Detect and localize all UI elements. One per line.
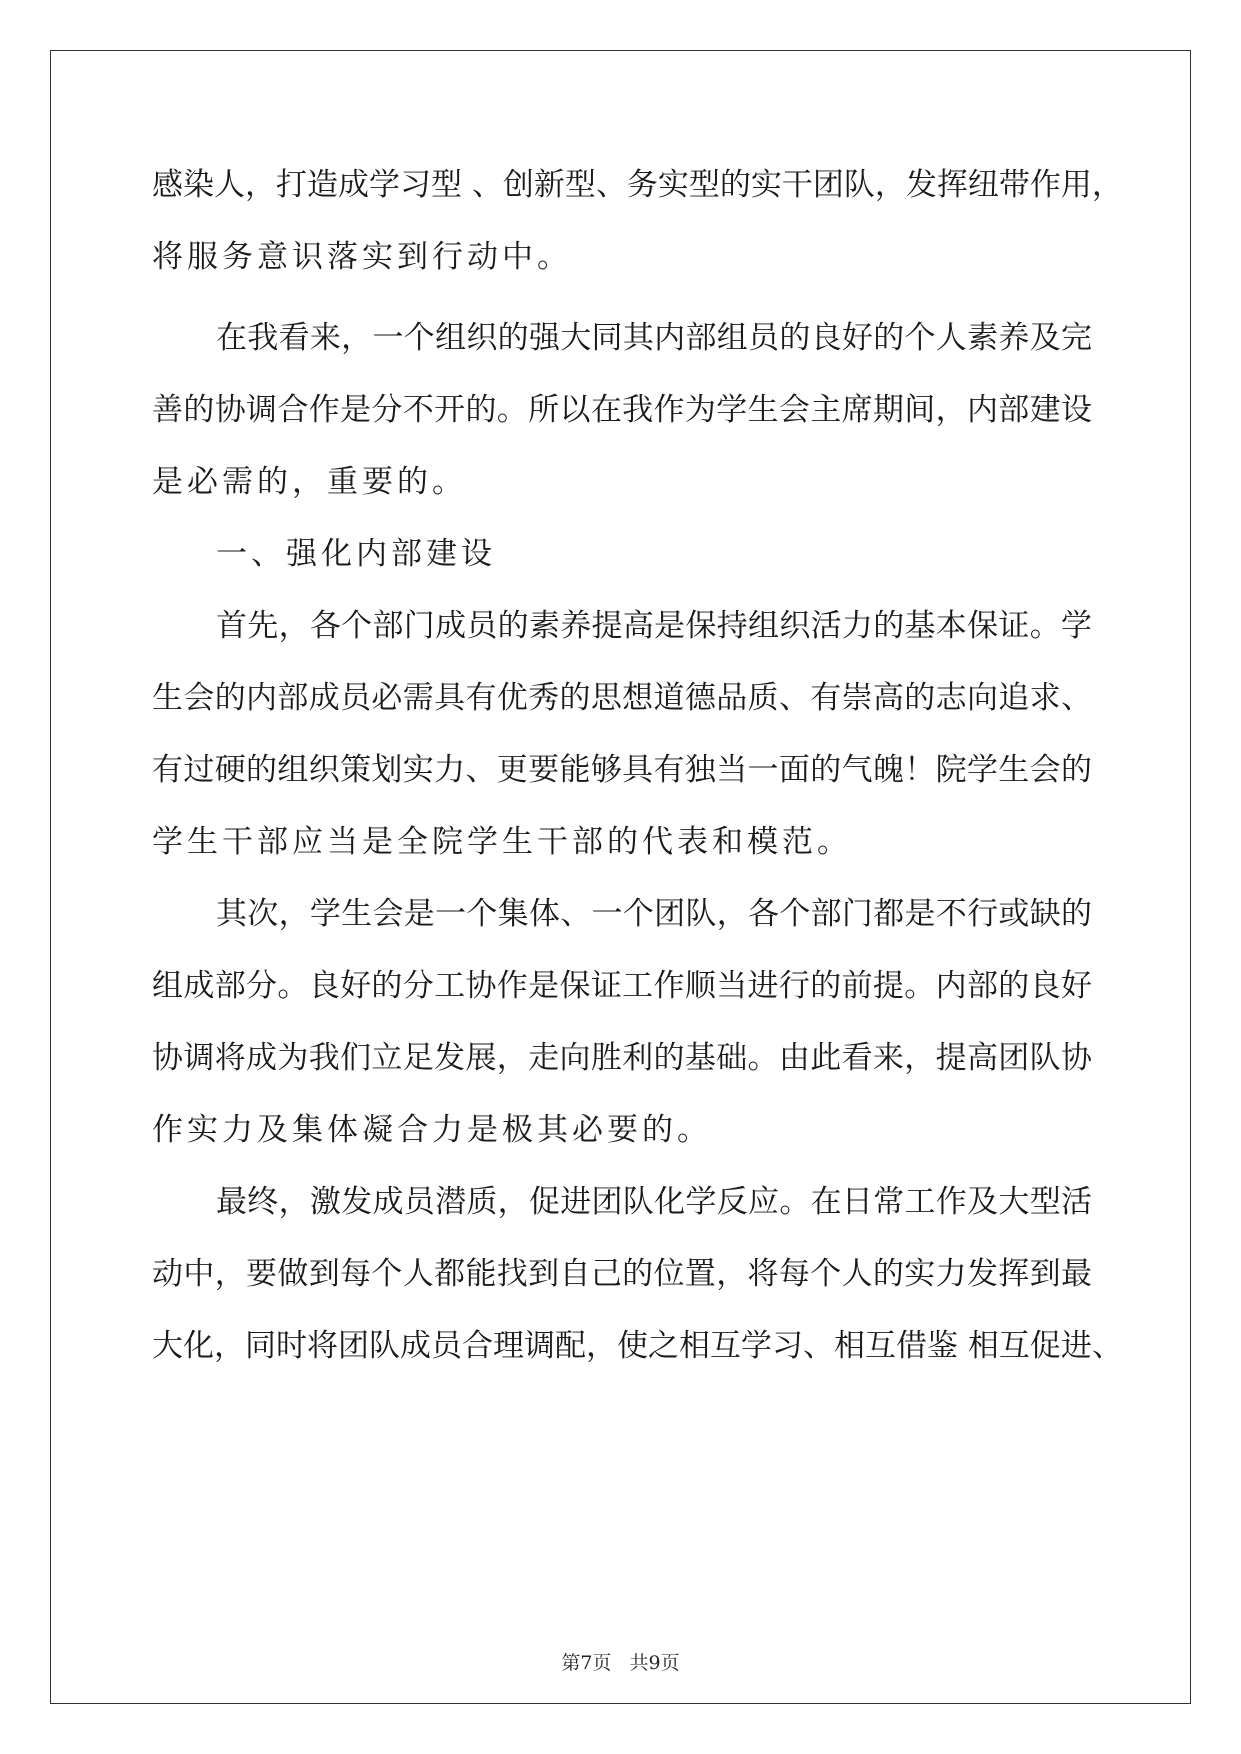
text-line: 大化，同时将团队成员合理调配，使之相互学习、相互借鉴 相互促进、 <box>152 1328 1123 1364</box>
text-line: 首先，各个部门成员的素养提高是保持组织活力的基本保证。学 <box>216 608 1092 644</box>
text-line: 动中，要做到每个人都能找到自己的位置，将每个人的实力发挥到最 <box>152 1256 1092 1292</box>
section-heading: 一、强化内部建设 <box>216 536 496 572</box>
page-border <box>50 50 1191 1704</box>
text-line: 其次，学生会是一个集体、一个团队，各个部门都是不行或缺的 <box>216 896 1092 932</box>
text-line: 组成部分。良好的分工协作是保证工作顺当进行的前提。内部的良好 <box>152 968 1092 1004</box>
text-line: 学生干部应当是全院学生干部的代表和模范。 <box>152 824 852 860</box>
text-line: 善的协调合作是分不开的。所以在我作为学生会主席期间，内部建设 <box>152 392 1092 428</box>
text-line: 将服务意识落实到行动中。 <box>152 239 572 275</box>
text-line: 生会的内部成员必需具有优秀的思想道德品质、有崇高的志向追求、 <box>152 680 1092 716</box>
page-total: 共9页 <box>629 1652 680 1674</box>
page-footer <box>0 1651 1241 1675</box>
text-line: 是必需的，重要的。 <box>152 464 467 500</box>
text-line: 在我看来，一个组织的强大同其内部组员的良好的个人素养及完 <box>216 320 1092 356</box>
page-number: 第7页 <box>561 1652 612 1674</box>
text-line: 最终，激发成员潜质，促进团队化学反应。在日常工作及大型活 <box>216 1184 1092 1220</box>
text-line: 作实力及集体凝合力是极其必要的。 <box>152 1112 712 1148</box>
text-line: 感染人，打造成学习型 、创新型、务实型的实干团队，发挥纽带作用， <box>152 167 1123 203</box>
text-line: 有过硬的组织策划实力、更要能够具有独当一面的气魄！院学生会的 <box>152 752 1092 788</box>
text-line: 协调将成为我们立足发展，走向胜利的基础。由此看来，提高团队协 <box>152 1040 1092 1076</box>
